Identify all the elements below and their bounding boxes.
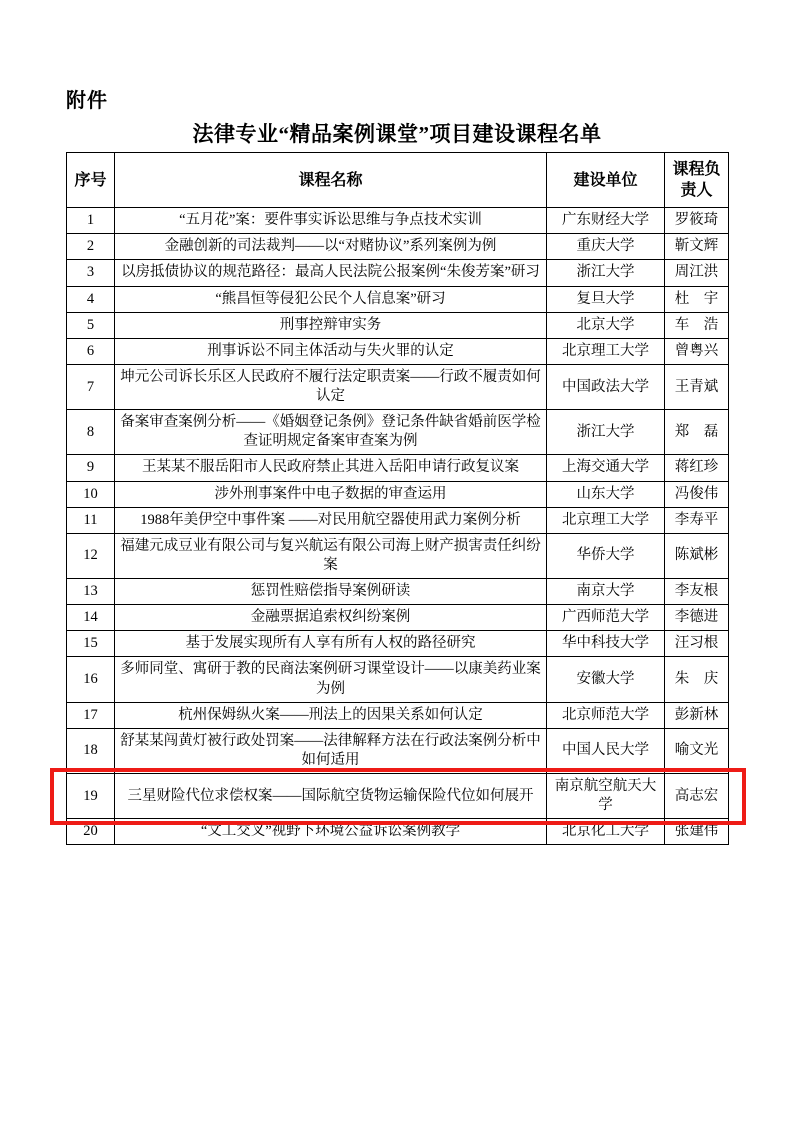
cell-course-name: 坤元公司诉长乐区人民政府不履行法定职责案——行政不履责如何认定 [115,364,547,409]
cell-leader: 李德进 [665,605,729,631]
cell-course-name: 刑事控辩审实务 [115,312,547,338]
cell-leader: 彭新林 [665,702,729,728]
cell-row-number: 8 [67,410,115,455]
cell-row-number: 18 [67,728,115,773]
cell-course-name: 涉外刑事案件中电子数据的审查运用 [115,481,547,507]
cell-course-name: 舒某某闯黄灯被行政处罚案——法律解释方法在行政法案例分析中如何适用 [115,728,547,773]
cell-unit: 北京理工大学 [547,507,665,533]
cell-leader: 车 浩 [665,312,729,338]
table-header-row [67,153,729,208]
cell-row-number: 2 [67,234,115,260]
cell-unit: 北京师范大学 [547,702,665,728]
cell-row-number: 20 [67,819,115,845]
cell-row-number: 6 [67,338,115,364]
cell-unit: 广东财经大学 [547,208,665,234]
cell-unit: 复旦大学 [547,286,665,312]
table-row [67,286,729,312]
table-row [67,819,729,845]
cell-leader: 郑 磊 [665,410,729,455]
table-row [67,728,729,773]
cell-row-number: 7 [67,364,115,409]
cell-unit: 南京大学 [547,579,665,605]
column-header-no: 序号 [67,153,115,208]
cell-row-number: 14 [67,605,115,631]
cell-unit: 中国政法大学 [547,364,665,409]
cell-course-name: 金融创新的司法裁判——以“对赌协议”系列案例为例 [115,234,547,260]
cell-leader: 靳文辉 [665,234,729,260]
table-row [67,234,729,260]
cell-leader: 曾粤兴 [665,338,729,364]
cell-unit: 北京理工大学 [547,338,665,364]
cell-row-number: 15 [67,631,115,657]
cell-unit: 上海交通大学 [547,455,665,481]
cell-leader: 罗筱琦 [665,208,729,234]
cell-course-name: 福建元成豆业有限公司与复兴航运有限公司海上财产损害责任纠纷案 [115,533,547,578]
cell-course-name: 三星财险代位求偿权案——国际航空货物运输保险代位如何展开 [115,774,547,819]
table-row [67,260,729,286]
cell-unit: 安徽大学 [547,657,665,702]
cell-leader: 朱 庆 [665,657,729,702]
cell-leader: 陈斌彬 [665,533,729,578]
table-row [67,605,729,631]
cell-course-name: 基于发展实现所有人享有所有人权的路径研究 [115,631,547,657]
cell-course-name: 杭州保姆纵火案——刑法上的因果关系如何认定 [115,702,547,728]
table-row [67,410,729,455]
table-row [67,507,729,533]
cell-leader: 李寿平 [665,507,729,533]
cell-course-name: “五月花”案：要件事实诉讼思维与争点技术实训 [115,208,547,234]
cell-course-name: 惩罚性赔偿指导案例研读 [115,579,547,605]
table-row [67,208,729,234]
cell-course-name: “文工交叉”视野下环境公益诉讼案例教学 [115,819,547,845]
table-row [67,455,729,481]
table-row [67,312,729,338]
cell-leader: 高志宏 [665,774,729,819]
table-row [67,338,729,364]
cell-unit: 重庆大学 [547,234,665,260]
cell-unit: 北京化工大学 [547,819,665,845]
table-body [67,208,729,845]
cell-leader: 杜 宇 [665,286,729,312]
cell-unit: 华侨大学 [547,533,665,578]
cell-row-number: 1 [67,208,115,234]
cell-unit: 广西师范大学 [547,605,665,631]
cell-unit: 华中科技大学 [547,631,665,657]
table-header [67,153,729,208]
cell-leader: 汪习根 [665,631,729,657]
table-row [67,702,729,728]
cell-row-number: 12 [67,533,115,578]
cell-course-name: 多师同堂、寓研于教的民商法案例研习课堂设计——以康美药业案为例 [115,657,547,702]
cell-row-number: 17 [67,702,115,728]
cell-leader: 喻文光 [665,728,729,773]
cell-row-number: 5 [67,312,115,338]
cell-unit: 中国人民大学 [547,728,665,773]
table-row [67,774,729,819]
table-row [67,533,729,578]
cell-leader: 周江洪 [665,260,729,286]
cell-row-number: 11 [67,507,115,533]
cell-course-name: 以房抵债协议的规范路径：最高人民法院公报案例“朱俊芳案”研习 [115,260,547,286]
cell-leader: 李友根 [665,579,729,605]
column-header-course-name: 课程名称 [115,153,547,208]
table-row [67,631,729,657]
table-row [67,481,729,507]
cell-course-name: 刑事诉讼不同主体活动与失火罪的认定 [115,338,547,364]
column-header-unit: 建设单位 [547,153,665,208]
cell-row-number: 16 [67,657,115,702]
cell-course-name: 金融票据追索权纠纷案例 [115,605,547,631]
cell-unit: 南京航空航天大学 [547,774,665,819]
cell-row-number: 13 [67,579,115,605]
cell-unit: 浙江大学 [547,410,665,455]
cell-leader: 王青斌 [665,364,729,409]
course-table-container [66,152,728,845]
cell-unit: 浙江大学 [547,260,665,286]
column-header-leader: 课程负责人 [665,153,729,208]
cell-unit: 山东大学 [547,481,665,507]
cell-course-name: “熊昌恒等侵犯公民个人信息案”研习 [115,286,547,312]
cell-row-number: 10 [67,481,115,507]
cell-row-number: 3 [67,260,115,286]
cell-course-name: 王某某不服岳阳市人民政府禁止其进入岳阳申请行政复议案 [115,455,547,481]
cell-leader: 冯俊伟 [665,481,729,507]
table-row [67,364,729,409]
table-row [67,657,729,702]
cell-leader: 蒋红珍 [665,455,729,481]
cell-course-name: 备案审查案例分析——《婚姻登记条例》登记条件缺省婚前医学检查证明规定备案审查案为例 [115,410,547,455]
course-table [66,152,729,845]
cell-leader: 张建伟 [665,819,729,845]
attachment-label: 附件 [66,90,108,112]
cell-unit: 北京大学 [547,312,665,338]
cell-row-number: 19 [67,774,115,819]
page-title: 法律专业“精品案例课堂”项目建设课程名单 [192,122,602,146]
cell-row-number: 9 [67,455,115,481]
cell-row-number: 4 [67,286,115,312]
table-row [67,579,729,605]
cell-course-name: 1988年美伊空中事件案 ——对民用航空器使用武力案例分析 [115,507,547,533]
